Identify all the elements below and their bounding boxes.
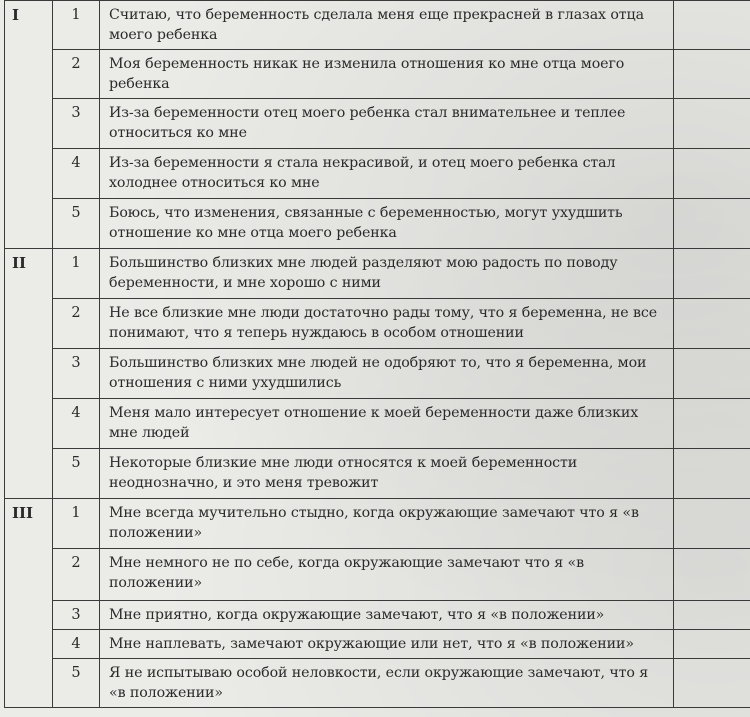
item-text: Из-за беременности я стала некрасивой, и отец моего ребенка стал холоднее относиться ко мне [100,149,674,199]
item-number: 1 [53,499,100,549]
answer-cell[interactable] [674,499,750,549]
table-row [5,659,750,708]
answer-cell[interactable] [674,99,750,149]
table-row [5,99,750,149]
item-number: 3 [53,349,100,399]
answer-cell[interactable] [674,659,750,708]
item-number: 1 [53,249,100,299]
table-row [5,299,750,349]
item-text: Большинство близких мне людей разделяют мою радость по поводу беременности, и мне хорошо с ними [100,249,674,299]
answer-cell[interactable] [674,50,750,99]
answer-cell[interactable] [674,1,750,50]
item-number: 2 [53,50,100,99]
answer-cell[interactable] [674,630,750,659]
item-number: 2 [53,299,100,349]
table-row [5,549,750,601]
table-row [5,499,750,549]
questionnaire-table [4,0,750,708]
answer-cell[interactable] [674,601,750,630]
item-text: Мне приятно, когда окружающие замечают, что я «в положении» [100,601,674,630]
item-text: Боюсь, что изменения, связанные с беременностью, могут ухудшить отношение ко мне отца моего ребенка [100,199,674,249]
table-row [5,399,750,449]
answer-cell[interactable] [674,149,750,199]
answer-cell[interactable] [674,349,750,399]
item-text: Некоторые близкие мне люди относятся к моей беременности неоднозначно, и это меня тревожит [100,449,674,499]
answer-cell[interactable] [674,299,750,349]
item-number: 5 [53,659,100,708]
item-number: 4 [53,149,100,199]
item-text: Из-за беременности отец моего ребенка стал внимательнее и теплее относиться ко мне [100,99,674,149]
answer-cell[interactable] [674,249,750,299]
answer-cell[interactable] [674,549,750,601]
answer-cell[interactable] [674,449,750,499]
item-text: Мне всегда мучительно стыдно, когда окружающие замечают что я «в положении» [100,499,674,549]
item-number: 4 [53,399,100,449]
item-text: Мне немного не по себе, когда окружающие замечают что я «в положении» [100,549,674,601]
answer-cell[interactable] [674,199,750,249]
table-row [5,601,750,630]
item-text: Меня мало интересует отношение к моей беременности даже близких мне людей [100,399,674,449]
item-text: Большинство близких мне людей не одобряют то, что я беременна, мои отношения с ними ухудшились [100,349,674,399]
item-text: Не все близкие мне люди достаточно рады тому, что я беременна, не все понимают, что я теперь нуждаюсь в особом отношении [100,299,674,349]
item-number: 1 [53,1,100,50]
item-number: 3 [53,601,100,630]
item-number: 2 [53,549,100,601]
answer-cell[interactable] [674,399,750,449]
item-text: Мне наплевать, замечают окружающие или нет, что я «в положении» [100,630,674,659]
table-row [5,349,750,399]
item-number: 3 [53,99,100,149]
section-label: II [5,249,53,299]
item-number: 4 [53,630,100,659]
table-row [5,50,750,99]
table-row [5,449,750,499]
item-text: Считаю, что беременность сделала меня еще прекрасней в глазах отца моего ребенка [100,1,674,50]
table-row [5,199,750,249]
item-number: 5 [53,449,100,499]
section-label: III [5,499,53,549]
item-number: 5 [53,199,100,249]
section-label: I [5,1,53,50]
table-row [5,249,750,299]
item-text: Я не испытываю особой неловкости, если окружающие замечают, что я «в положении» [100,659,674,708]
item-text: Моя беременность никак не изменила отношения ко мне отца моего ребенка [100,50,674,99]
table-row [5,1,750,50]
table-row [5,149,750,199]
table-row [5,630,750,659]
